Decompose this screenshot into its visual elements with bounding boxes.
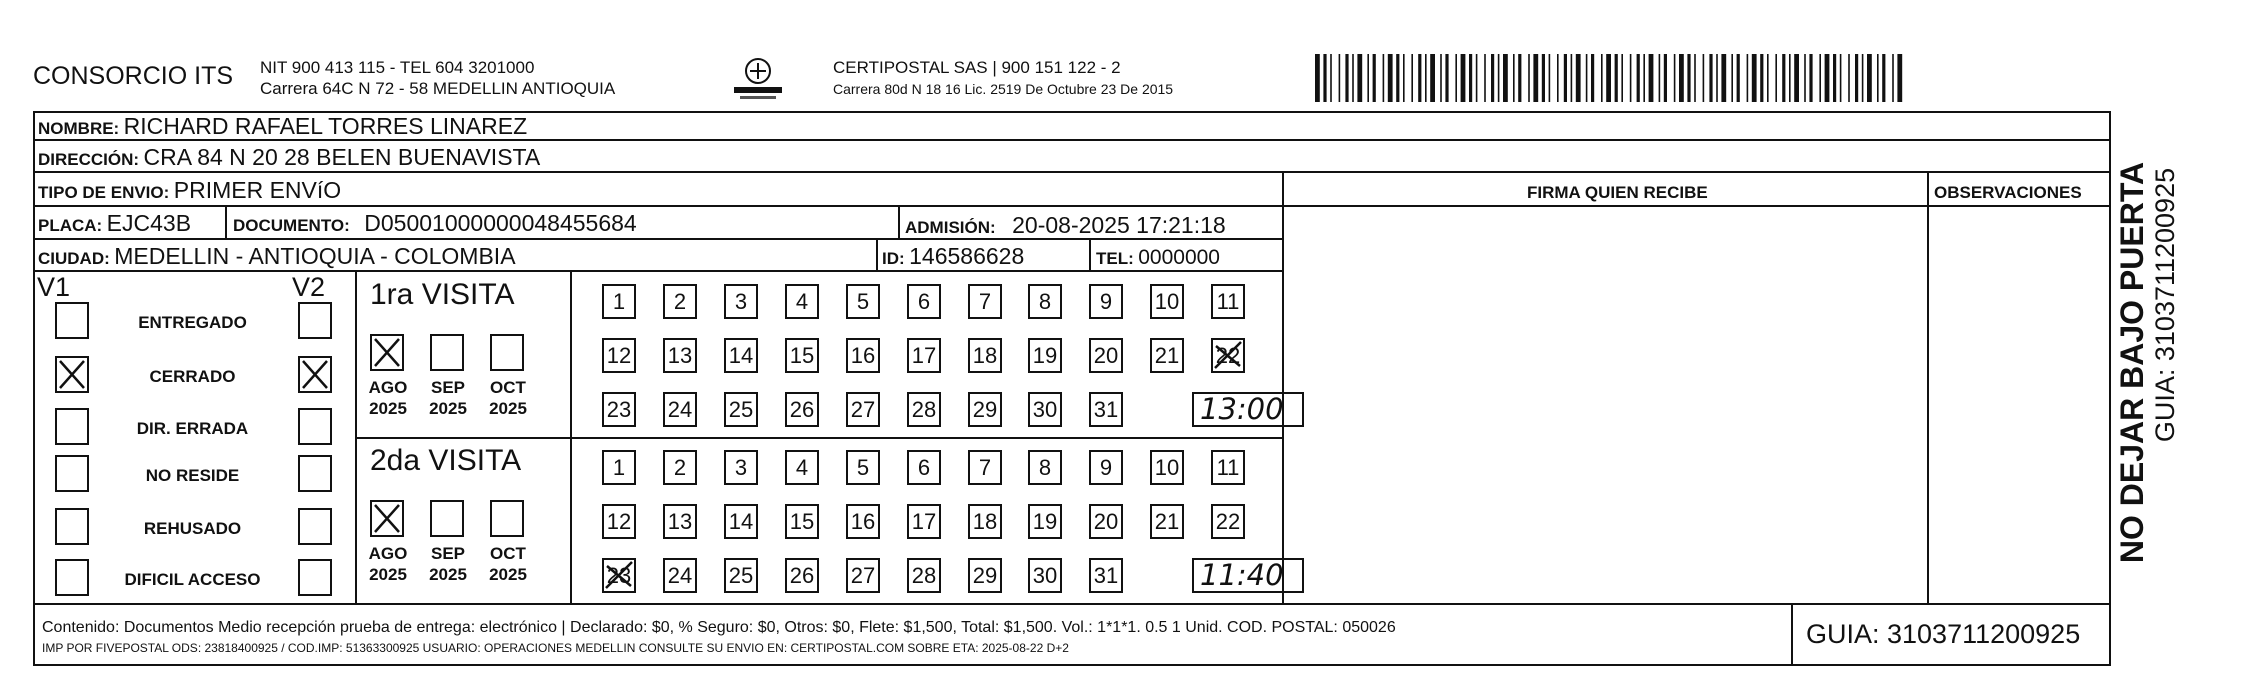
- tel-field: [1096, 247, 1220, 268]
- firma-header: FIRMA QUIEN RECIBE: [1527, 183, 1708, 202]
- status-label: DIR. ERRADA: [136, 419, 249, 438]
- v1-checkbox: [55, 455, 89, 492]
- status-label: CERRADO: [149, 367, 236, 386]
- day-box: 24: [663, 392, 697, 427]
- month-checkbox: [430, 500, 464, 537]
- divider: [355, 437, 1283, 439]
- status-label: NO RESIDE: [145, 466, 240, 485]
- day-box: 30: [1028, 558, 1062, 593]
- certipostal-logo: [730, 56, 786, 102]
- divider: [33, 270, 1283, 272]
- day-box: 4: [785, 450, 819, 485]
- month-label: OCT: [490, 378, 526, 397]
- day-box: 4: [785, 284, 819, 319]
- day-box: 22: [1211, 338, 1245, 373]
- day-box: 9: [1089, 284, 1123, 319]
- day-box: 12: [602, 338, 636, 373]
- day-box: 11: [1211, 450, 1245, 485]
- year-label: 2025: [369, 399, 407, 418]
- direccion-value: CRA 84 N 20 28 BELEN BUENAVISTA: [143, 144, 541, 170]
- month-checkbox: [370, 334, 404, 371]
- day-box: 5: [846, 284, 880, 319]
- day-box: 15: [785, 338, 819, 373]
- status-label: ENTREGADO: [138, 313, 247, 332]
- day-box: 23: [602, 558, 636, 593]
- day-box: 31: [1089, 558, 1123, 593]
- company-address: Carrera 64C N 72 - 58 MEDELLIN ANTIOQUIA: [260, 79, 616, 98]
- direccion-label: DIRECCIÓN:: [38, 150, 140, 169]
- day-box: 13: [663, 504, 697, 539]
- v2-checkbox: [298, 455, 332, 492]
- admision-field: [905, 214, 1226, 237]
- day-box: 31: [1089, 392, 1123, 427]
- imp-line: IMP POR FIVEPOSTAL ODS: 23818400925 / COD.IMP: 51363300925 USUARIO: OPERACIONES MEDELLIN CONSULTE SU ENVIO EN: CERTIPOSTAL.COM SOBRE ETA: 2025-08-22 D+2: [42, 641, 1069, 655]
- divider: [33, 205, 1283, 207]
- placa-field: [38, 212, 191, 235]
- year-label: 2025: [369, 565, 407, 584]
- day-box: 1: [602, 450, 636, 485]
- day-box: 17: [907, 338, 941, 373]
- day-box: 28: [907, 558, 941, 593]
- divider: [33, 139, 2111, 141]
- day-box: 13: [663, 338, 697, 373]
- v2-label: V2: [292, 272, 326, 302]
- day-box: 19: [1028, 504, 1062, 539]
- day-box: 23: [602, 392, 636, 427]
- year-label: 2025: [429, 399, 467, 418]
- day-box: 3: [724, 450, 758, 485]
- visit-title: 1ra VISITA: [370, 278, 515, 311]
- day-box: 14: [724, 338, 758, 373]
- day-box: 26: [785, 558, 819, 593]
- day-strike-mark: [602, 558, 636, 599]
- divider: [33, 603, 2111, 605]
- day-box: 21: [1150, 338, 1184, 373]
- month-checkbox: [490, 334, 524, 371]
- month-label: SEP: [430, 378, 466, 397]
- day-box: 7: [968, 450, 1002, 485]
- day-box: 21: [1150, 504, 1184, 539]
- documento-value: D05001000000048455684: [364, 210, 637, 236]
- ciudad-value: MEDELLIN - ANTIOQUIA - COLOMBIA: [114, 243, 516, 269]
- day-box: 10: [1150, 284, 1184, 319]
- day-box: 6: [907, 450, 941, 485]
- day-box: 16: [846, 504, 880, 539]
- day-box: 5: [846, 450, 880, 485]
- day-box: 7: [968, 284, 1002, 319]
- day-box: 6: [907, 284, 941, 319]
- nombre-value: RICHARD RAFAEL TORRES LINAREZ: [123, 113, 528, 139]
- ciudad-label: CIUDAD:: [38, 249, 110, 268]
- id-value: 146586628: [909, 243, 1025, 269]
- year-label: 2025: [489, 399, 527, 418]
- month-checkbox: [370, 500, 404, 537]
- side-warning-column: [2116, 140, 2186, 585]
- id-label: ID:: [882, 249, 905, 268]
- day-box: 8: [1028, 450, 1062, 485]
- nombre-label: NOMBRE:: [38, 119, 120, 138]
- day-box: 2: [663, 284, 697, 319]
- v1-checkbox: [55, 302, 89, 339]
- day-box: 22: [1211, 504, 1245, 539]
- v1-label: V1: [37, 272, 71, 302]
- day-strike-mark: [1211, 338, 1245, 379]
- v2-checkbox: [298, 356, 332, 393]
- day-box: 9: [1089, 450, 1123, 485]
- barcode: [1315, 54, 1905, 102]
- day-box: 25: [724, 392, 758, 427]
- divider: [1791, 604, 1793, 666]
- day-box: 18: [968, 338, 1002, 373]
- day-box: 19: [1028, 338, 1062, 373]
- tel-value: 0000000: [1138, 246, 1220, 269]
- tipo-envio-row: [38, 179, 341, 202]
- day-box: 20: [1089, 338, 1123, 373]
- day-box: 29: [968, 558, 1002, 593]
- month-label: OCT: [490, 544, 526, 563]
- day-box: 28: [907, 392, 941, 427]
- day-box: 26: [785, 392, 819, 427]
- status-label: DIFICIL ACCESO: [124, 570, 261, 589]
- day-box: 12: [602, 504, 636, 539]
- placa-label: PLACA:: [38, 216, 103, 235]
- side-guia: GUIA: 3103711200925: [2150, 167, 2180, 443]
- admision-value: 20-08-2025 17:21:18: [1012, 212, 1226, 238]
- year-label: 2025: [489, 565, 527, 584]
- tipo-envio-label: TIPO DE ENVIO:: [38, 183, 170, 202]
- tel-label: TEL:: [1096, 249, 1134, 268]
- day-box: 25: [724, 558, 758, 593]
- day-box: 17: [907, 504, 941, 539]
- v1-checkbox: [55, 559, 89, 596]
- observaciones-header: OBSERVACIONES: [1934, 183, 2082, 202]
- divider: [1927, 172, 1929, 603]
- v1-checkbox: [55, 408, 89, 445]
- company-nit: NIT 900 413 115 - TEL 604 3201000: [260, 58, 535, 77]
- contenido-line: Contenido: Documentos Medio recepción prueba de entrega: electrónico | Declarado: $0, % Seguro: $0, Otros: $0, Flete: $1,500, Total: $1,500. Vol.: 1*1*1. 0.5 1 Unid. COD. POSTAL: 050026: [42, 619, 1396, 636]
- month-label: AGO: [368, 378, 408, 397]
- carrier-name: CERTIPOSTAL SAS | 900 151 122 - 2: [833, 58, 1121, 77]
- v2-checkbox: [298, 508, 332, 545]
- year-label: 2025: [429, 565, 467, 584]
- day-box: 1: [602, 284, 636, 319]
- admision-label: ADMISIÓN:: [905, 218, 996, 237]
- tipo-envio-value: PRIMER ENVíO: [173, 177, 342, 203]
- day-box: 3: [724, 284, 758, 319]
- divider: [1282, 205, 2111, 207]
- no-dejar-bajo-puerta: NO DEJAR BAJO PUERTA: [2114, 161, 2150, 564]
- status-label: REHUSADO: [143, 519, 242, 538]
- divider: [1089, 238, 1091, 270]
- v1-checkbox: [55, 508, 89, 545]
- day-box: 30: [1028, 392, 1062, 427]
- visit-time: 11:40: [1200, 558, 1284, 592]
- divider: [33, 171, 2111, 173]
- day-box: 24: [663, 558, 697, 593]
- v2-checkbox: [298, 408, 332, 445]
- company-name: CONSORCIO ITS: [33, 62, 234, 90]
- divider: [1282, 172, 1284, 603]
- day-box: 15: [785, 504, 819, 539]
- placa-value: EJC43B: [106, 210, 192, 236]
- day-box: 27: [846, 392, 880, 427]
- month-label: SEP: [430, 544, 466, 563]
- nombre-row: [38, 115, 527, 138]
- day-box: 20: [1089, 504, 1123, 539]
- divider: [876, 238, 878, 270]
- divider: [898, 205, 900, 238]
- month-label: AGO: [368, 544, 408, 563]
- divider: [33, 238, 1283, 240]
- id-field: [882, 245, 1024, 268]
- carrier-license: Carrera 80d N 18 16 Lic. 2519 De Octubre 23 De 2015: [833, 81, 1174, 97]
- day-box: 8: [1028, 284, 1062, 319]
- day-box: 29: [968, 392, 1002, 427]
- v1-checkbox: [55, 356, 89, 393]
- documento-label: DOCUMENTO:: [233, 216, 350, 235]
- day-box: 10: [1150, 450, 1184, 485]
- documento-field: [233, 212, 637, 235]
- day-box: 18: [968, 504, 1002, 539]
- form-frame: [33, 111, 2111, 666]
- guia-footer: GUIA: 3103711200925: [1806, 619, 2081, 649]
- ciudad-field: [38, 245, 516, 268]
- day-box: 2: [663, 450, 697, 485]
- visit-title: 2da VISITA: [370, 444, 522, 477]
- direccion-row: [38, 146, 540, 169]
- day-box: 14: [724, 504, 758, 539]
- month-checkbox: [430, 334, 464, 371]
- month-checkbox: [490, 500, 524, 537]
- v2-checkbox: [298, 302, 332, 339]
- visit-time: 13:00: [1200, 392, 1284, 426]
- day-box: 27: [846, 558, 880, 593]
- divider: [225, 205, 227, 238]
- v2-checkbox: [298, 559, 332, 596]
- day-box: 16: [846, 338, 880, 373]
- day-box: 11: [1211, 284, 1245, 319]
